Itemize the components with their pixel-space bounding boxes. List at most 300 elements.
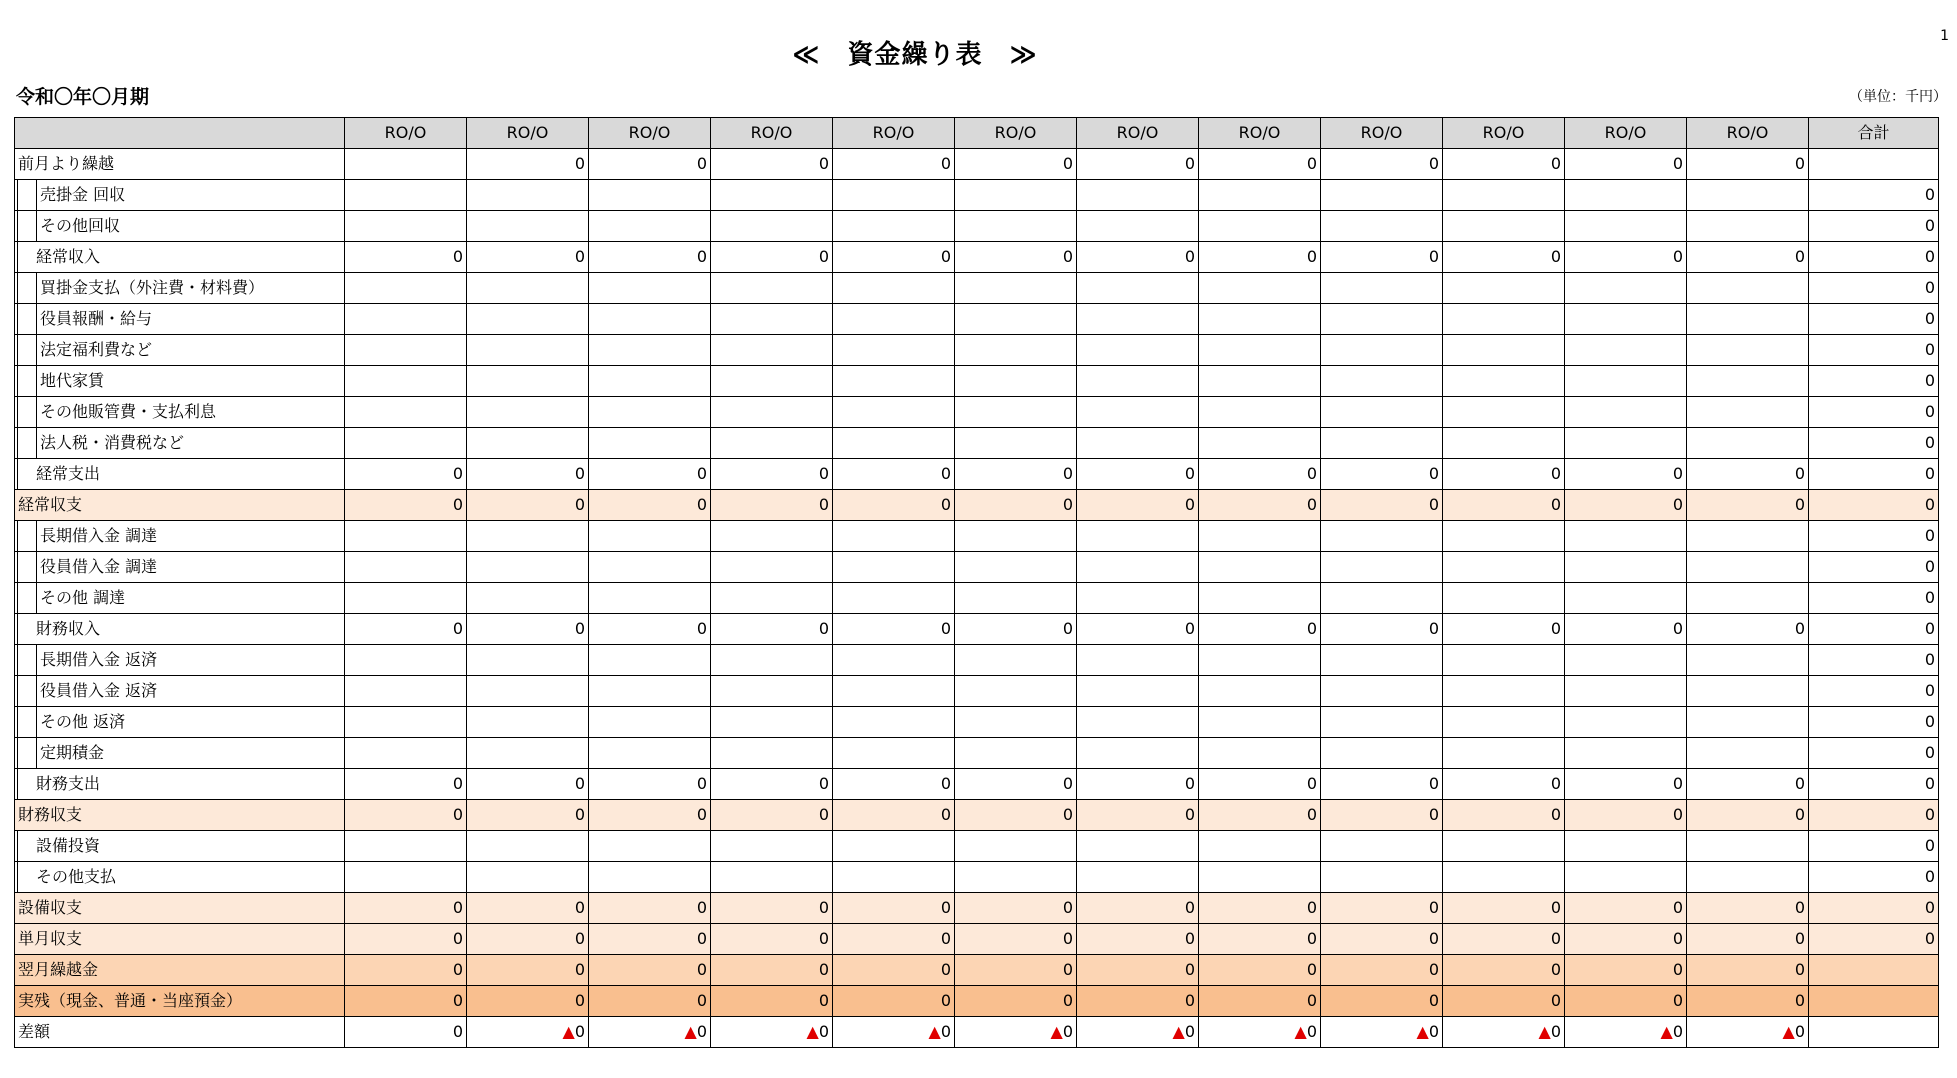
value-cell[interactable]: 0	[1321, 459, 1443, 490]
value-cell[interactable]: 0	[1443, 769, 1565, 800]
value-cell[interactable]	[1321, 521, 1443, 552]
value-cell[interactable]	[589, 335, 711, 366]
value-cell[interactable]	[833, 831, 955, 862]
total-cell[interactable]	[1809, 986, 1939, 1017]
value-cell[interactable]	[711, 273, 833, 304]
value-cell[interactable]	[1077, 521, 1199, 552]
value-cell[interactable]: 0	[1565, 924, 1687, 955]
value-cell[interactable]: ▲0	[1443, 1017, 1565, 1048]
value-cell[interactable]: 0	[1443, 955, 1565, 986]
value-cell[interactable]: 0	[345, 800, 467, 831]
value-cell[interactable]: 0	[345, 1017, 467, 1048]
value-cell[interactable]	[589, 862, 711, 893]
value-cell[interactable]	[833, 428, 955, 459]
value-cell[interactable]: 0	[345, 490, 467, 521]
value-cell[interactable]	[833, 862, 955, 893]
value-cell[interactable]	[711, 211, 833, 242]
value-cell[interactable]	[345, 335, 467, 366]
value-cell[interactable]	[467, 676, 589, 707]
value-cell[interactable]	[711, 366, 833, 397]
value-cell[interactable]: 0	[1077, 893, 1199, 924]
value-cell[interactable]	[711, 831, 833, 862]
value-cell[interactable]: 0	[1687, 490, 1809, 521]
total-cell[interactable]: 0	[1809, 614, 1939, 645]
value-cell[interactable]	[833, 366, 955, 397]
value-cell[interactable]	[1077, 335, 1199, 366]
value-cell[interactable]: 0	[955, 986, 1077, 1017]
value-cell[interactable]: 0	[1687, 800, 1809, 831]
value-cell[interactable]	[345, 862, 467, 893]
value-cell[interactable]	[1321, 304, 1443, 335]
value-cell[interactable]	[1443, 831, 1565, 862]
value-cell[interactable]	[1443, 428, 1565, 459]
value-cell[interactable]	[589, 428, 711, 459]
value-cell[interactable]	[345, 676, 467, 707]
value-cell[interactable]	[1199, 397, 1321, 428]
value-cell[interactable]	[345, 304, 467, 335]
value-cell[interactable]: 0	[833, 614, 955, 645]
value-cell[interactable]	[467, 273, 589, 304]
value-cell[interactable]: 0	[711, 955, 833, 986]
value-cell[interactable]	[1565, 366, 1687, 397]
value-cell[interactable]: 0	[1687, 986, 1809, 1017]
value-cell[interactable]	[711, 335, 833, 366]
value-cell[interactable]	[1443, 862, 1565, 893]
value-cell[interactable]: 0	[1687, 893, 1809, 924]
value-cell[interactable]: 0	[1321, 614, 1443, 645]
value-cell[interactable]	[1321, 552, 1443, 583]
value-cell[interactable]	[1687, 862, 1809, 893]
value-cell[interactable]: 0	[1077, 614, 1199, 645]
value-cell[interactable]	[955, 180, 1077, 211]
value-cell[interactable]	[467, 583, 589, 614]
value-cell[interactable]	[1199, 180, 1321, 211]
value-cell[interactable]	[1077, 738, 1199, 769]
value-cell[interactable]	[1687, 273, 1809, 304]
value-cell[interactable]: 0	[1443, 800, 1565, 831]
value-cell[interactable]: 0	[345, 986, 467, 1017]
value-cell[interactable]	[955, 273, 1077, 304]
value-cell[interactable]	[467, 304, 589, 335]
value-cell[interactable]: 0	[1443, 986, 1565, 1017]
value-cell[interactable]: 0	[955, 614, 1077, 645]
value-cell[interactable]: 0	[467, 769, 589, 800]
value-cell[interactable]	[467, 521, 589, 552]
value-cell[interactable]: 0	[955, 490, 1077, 521]
total-cell[interactable]: 0	[1809, 583, 1939, 614]
total-cell[interactable]: 0	[1809, 428, 1939, 459]
value-cell[interactable]: 0	[711, 614, 833, 645]
value-cell[interactable]	[345, 180, 467, 211]
value-cell[interactable]	[1321, 273, 1443, 304]
value-cell[interactable]	[1321, 366, 1443, 397]
value-cell[interactable]: 0	[1077, 924, 1199, 955]
total-cell[interactable]	[1809, 955, 1939, 986]
value-cell[interactable]	[833, 211, 955, 242]
total-cell[interactable]	[1809, 149, 1939, 180]
value-cell[interactable]	[1077, 552, 1199, 583]
value-cell[interactable]: 0	[1199, 459, 1321, 490]
value-cell[interactable]	[955, 211, 1077, 242]
value-cell[interactable]: 0	[833, 459, 955, 490]
value-cell[interactable]: 0	[1199, 614, 1321, 645]
value-cell[interactable]	[955, 645, 1077, 676]
value-cell[interactable]: 0	[1077, 955, 1199, 986]
value-cell[interactable]: 0	[833, 924, 955, 955]
value-cell[interactable]	[589, 707, 711, 738]
value-cell[interactable]: 0	[1687, 459, 1809, 490]
value-cell[interactable]	[955, 428, 1077, 459]
value-cell[interactable]: ▲0	[1687, 1017, 1809, 1048]
value-cell[interactable]	[1443, 552, 1565, 583]
total-cell[interactable]: 0	[1809, 924, 1939, 955]
value-cell[interactable]: 0	[1077, 490, 1199, 521]
value-cell[interactable]	[345, 273, 467, 304]
value-cell[interactable]	[467, 738, 589, 769]
total-cell[interactable]: 0	[1809, 366, 1939, 397]
value-cell[interactable]: 0	[1443, 893, 1565, 924]
value-cell[interactable]	[589, 273, 711, 304]
value-cell[interactable]	[1687, 211, 1809, 242]
value-cell[interactable]	[345, 831, 467, 862]
value-cell[interactable]: 0	[1321, 955, 1443, 986]
value-cell[interactable]	[345, 583, 467, 614]
value-cell[interactable]	[345, 552, 467, 583]
total-cell[interactable]: 0	[1809, 397, 1939, 428]
value-cell[interactable]	[1077, 273, 1199, 304]
value-cell[interactable]	[1077, 862, 1199, 893]
value-cell[interactable]: 0	[345, 614, 467, 645]
value-cell[interactable]	[1565, 583, 1687, 614]
value-cell[interactable]	[711, 397, 833, 428]
value-cell[interactable]	[467, 335, 589, 366]
value-cell[interactable]	[955, 521, 1077, 552]
value-cell[interactable]: 0	[467, 800, 589, 831]
value-cell[interactable]	[1077, 583, 1199, 614]
value-cell[interactable]: 0	[1443, 242, 1565, 273]
value-cell[interactable]	[1565, 428, 1687, 459]
value-cell[interactable]	[345, 738, 467, 769]
value-cell[interactable]: ▲0	[467, 1017, 589, 1048]
value-cell[interactable]	[1077, 645, 1199, 676]
value-cell[interactable]	[955, 831, 1077, 862]
value-cell[interactable]: 0	[955, 800, 1077, 831]
value-cell[interactable]	[1443, 335, 1565, 366]
total-cell[interactable]: 0	[1809, 893, 1939, 924]
total-cell[interactable]	[1809, 1017, 1939, 1048]
value-cell[interactable]	[345, 366, 467, 397]
value-cell[interactable]	[1443, 211, 1565, 242]
value-cell[interactable]	[1077, 366, 1199, 397]
value-cell[interactable]: 0	[589, 614, 711, 645]
value-cell[interactable]	[345, 149, 467, 180]
value-cell[interactable]	[833, 676, 955, 707]
value-cell[interactable]	[1565, 304, 1687, 335]
total-cell[interactable]: 0	[1809, 273, 1939, 304]
value-cell[interactable]: 0	[589, 800, 711, 831]
total-cell[interactable]: 0	[1809, 862, 1939, 893]
value-cell[interactable]: 0	[1687, 924, 1809, 955]
value-cell[interactable]	[589, 645, 711, 676]
value-cell[interactable]: 0	[955, 893, 1077, 924]
value-cell[interactable]: 0	[345, 242, 467, 273]
value-cell[interactable]: 0	[1565, 955, 1687, 986]
value-cell[interactable]	[467, 645, 589, 676]
value-cell[interactable]	[711, 738, 833, 769]
value-cell[interactable]	[1321, 211, 1443, 242]
value-cell[interactable]: 0	[1199, 986, 1321, 1017]
value-cell[interactable]: 0	[1321, 986, 1443, 1017]
value-cell[interactable]: 0	[1687, 242, 1809, 273]
value-cell[interactable]	[833, 738, 955, 769]
value-cell[interactable]	[467, 397, 589, 428]
value-cell[interactable]: 0	[1443, 924, 1565, 955]
value-cell[interactable]	[1321, 645, 1443, 676]
value-cell[interactable]	[345, 397, 467, 428]
value-cell[interactable]: 0	[955, 149, 1077, 180]
value-cell[interactable]	[711, 645, 833, 676]
value-cell[interactable]	[1565, 645, 1687, 676]
value-cell[interactable]	[1443, 304, 1565, 335]
total-cell[interactable]: 0	[1809, 335, 1939, 366]
value-cell[interactable]	[955, 707, 1077, 738]
value-cell[interactable]: 0	[1199, 924, 1321, 955]
value-cell[interactable]: 0	[1565, 769, 1687, 800]
value-cell[interactable]: 0	[589, 242, 711, 273]
value-cell[interactable]: ▲0	[833, 1017, 955, 1048]
value-cell[interactable]	[1565, 521, 1687, 552]
value-cell[interactable]	[1443, 521, 1565, 552]
value-cell[interactable]: 0	[711, 149, 833, 180]
value-cell[interactable]	[833, 335, 955, 366]
value-cell[interactable]	[589, 397, 711, 428]
value-cell[interactable]	[1443, 676, 1565, 707]
value-cell[interactable]: 0	[833, 149, 955, 180]
value-cell[interactable]: 0	[1565, 614, 1687, 645]
value-cell[interactable]	[1321, 428, 1443, 459]
value-cell[interactable]	[711, 707, 833, 738]
value-cell[interactable]	[467, 552, 589, 583]
value-cell[interactable]	[1687, 738, 1809, 769]
value-cell[interactable]	[1687, 304, 1809, 335]
value-cell[interactable]: 0	[345, 459, 467, 490]
value-cell[interactable]	[1565, 335, 1687, 366]
value-cell[interactable]: 0	[833, 800, 955, 831]
value-cell[interactable]	[833, 273, 955, 304]
value-cell[interactable]: 0	[1565, 490, 1687, 521]
total-cell[interactable]: 0	[1809, 180, 1939, 211]
value-cell[interactable]: 0	[1443, 459, 1565, 490]
value-cell[interactable]: ▲0	[1321, 1017, 1443, 1048]
value-cell[interactable]: 0	[1565, 893, 1687, 924]
value-cell[interactable]	[467, 428, 589, 459]
value-cell[interactable]	[467, 831, 589, 862]
value-cell[interactable]	[345, 428, 467, 459]
value-cell[interactable]	[1321, 862, 1443, 893]
value-cell[interactable]	[955, 583, 1077, 614]
value-cell[interactable]: 0	[1199, 769, 1321, 800]
value-cell[interactable]: 0	[1687, 149, 1809, 180]
value-cell[interactable]: 0	[955, 955, 1077, 986]
value-cell[interactable]	[1199, 335, 1321, 366]
value-cell[interactable]: 0	[1077, 459, 1199, 490]
value-cell[interactable]	[1199, 521, 1321, 552]
value-cell[interactable]	[955, 676, 1077, 707]
value-cell[interactable]	[1687, 645, 1809, 676]
value-cell[interactable]: 0	[467, 149, 589, 180]
value-cell[interactable]	[1077, 180, 1199, 211]
value-cell[interactable]: 0	[1199, 490, 1321, 521]
value-cell[interactable]	[467, 180, 589, 211]
value-cell[interactable]	[1687, 397, 1809, 428]
value-cell[interactable]: 0	[1443, 490, 1565, 521]
value-cell[interactable]	[1199, 583, 1321, 614]
total-cell[interactable]: 0	[1809, 552, 1939, 583]
total-cell[interactable]: 0	[1809, 459, 1939, 490]
value-cell[interactable]	[1199, 862, 1321, 893]
value-cell[interactable]: 0	[711, 986, 833, 1017]
value-cell[interactable]	[589, 831, 711, 862]
value-cell[interactable]	[589, 552, 711, 583]
value-cell[interactable]	[1443, 583, 1565, 614]
value-cell[interactable]: 0	[1199, 242, 1321, 273]
value-cell[interactable]: 0	[711, 769, 833, 800]
value-cell[interactable]: 0	[345, 769, 467, 800]
value-cell[interactable]: ▲0	[1199, 1017, 1321, 1048]
value-cell[interactable]	[711, 304, 833, 335]
value-cell[interactable]	[1687, 428, 1809, 459]
value-cell[interactable]	[1687, 180, 1809, 211]
value-cell[interactable]	[589, 304, 711, 335]
value-cell[interactable]	[711, 862, 833, 893]
value-cell[interactable]: 0	[1077, 149, 1199, 180]
value-cell[interactable]	[1687, 552, 1809, 583]
value-cell[interactable]	[1565, 676, 1687, 707]
value-cell[interactable]	[1565, 862, 1687, 893]
value-cell[interactable]	[833, 521, 955, 552]
value-cell[interactable]: 0	[1687, 955, 1809, 986]
value-cell[interactable]	[1443, 366, 1565, 397]
value-cell[interactable]: 0	[467, 459, 589, 490]
value-cell[interactable]: 0	[1077, 986, 1199, 1017]
value-cell[interactable]	[1077, 676, 1199, 707]
value-cell[interactable]: 0	[1443, 149, 1565, 180]
value-cell[interactable]	[1687, 707, 1809, 738]
value-cell[interactable]	[1321, 335, 1443, 366]
value-cell[interactable]	[711, 180, 833, 211]
value-cell[interactable]	[1443, 738, 1565, 769]
total-cell[interactable]: 0	[1809, 645, 1939, 676]
value-cell[interactable]: 0	[1565, 149, 1687, 180]
value-cell[interactable]: 0	[833, 986, 955, 1017]
value-cell[interactable]: 0	[1199, 800, 1321, 831]
value-cell[interactable]	[1687, 335, 1809, 366]
value-cell[interactable]	[833, 180, 955, 211]
value-cell[interactable]	[589, 366, 711, 397]
value-cell[interactable]	[1199, 645, 1321, 676]
value-cell[interactable]	[1199, 428, 1321, 459]
value-cell[interactable]	[1199, 304, 1321, 335]
value-cell[interactable]: ▲0	[955, 1017, 1077, 1048]
value-cell[interactable]: 0	[589, 986, 711, 1017]
value-cell[interactable]	[1077, 397, 1199, 428]
value-cell[interactable]	[1321, 397, 1443, 428]
total-cell[interactable]: 0	[1809, 738, 1939, 769]
value-cell[interactable]	[711, 552, 833, 583]
value-cell[interactable]	[1199, 273, 1321, 304]
value-cell[interactable]	[345, 707, 467, 738]
value-cell[interactable]: ▲0	[589, 1017, 711, 1048]
value-cell[interactable]: ▲0	[711, 1017, 833, 1048]
value-cell[interactable]	[1565, 738, 1687, 769]
value-cell[interactable]	[1199, 552, 1321, 583]
value-cell[interactable]: 0	[1199, 149, 1321, 180]
value-cell[interactable]	[711, 428, 833, 459]
value-cell[interactable]	[1321, 738, 1443, 769]
value-cell[interactable]: 0	[589, 149, 711, 180]
value-cell[interactable]	[1687, 583, 1809, 614]
value-cell[interactable]: 0	[467, 490, 589, 521]
value-cell[interactable]: 0	[467, 955, 589, 986]
value-cell[interactable]	[955, 397, 1077, 428]
value-cell[interactable]: 0	[589, 459, 711, 490]
value-cell[interactable]	[589, 676, 711, 707]
value-cell[interactable]: 0	[1321, 924, 1443, 955]
value-cell[interactable]: 0	[1687, 769, 1809, 800]
total-cell[interactable]: 0	[1809, 800, 1939, 831]
value-cell[interactable]: 0	[467, 893, 589, 924]
total-cell[interactable]: 0	[1809, 707, 1939, 738]
value-cell[interactable]: 0	[1443, 614, 1565, 645]
value-cell[interactable]	[1443, 273, 1565, 304]
value-cell[interactable]	[1199, 211, 1321, 242]
value-cell[interactable]	[955, 738, 1077, 769]
value-cell[interactable]	[1565, 707, 1687, 738]
total-cell[interactable]: 0	[1809, 831, 1939, 862]
value-cell[interactable]	[955, 862, 1077, 893]
value-cell[interactable]: 0	[833, 955, 955, 986]
value-cell[interactable]	[589, 211, 711, 242]
value-cell[interactable]	[589, 738, 711, 769]
value-cell[interactable]: 0	[1199, 893, 1321, 924]
value-cell[interactable]: 0	[467, 986, 589, 1017]
value-cell[interactable]	[833, 397, 955, 428]
value-cell[interactable]: 0	[833, 490, 955, 521]
value-cell[interactable]	[1687, 366, 1809, 397]
value-cell[interactable]	[345, 211, 467, 242]
value-cell[interactable]: 0	[467, 614, 589, 645]
value-cell[interactable]	[1443, 645, 1565, 676]
value-cell[interactable]: 0	[589, 924, 711, 955]
value-cell[interactable]: ▲0	[1077, 1017, 1199, 1048]
value-cell[interactable]	[1565, 831, 1687, 862]
value-cell[interactable]: 0	[1077, 769, 1199, 800]
total-cell[interactable]: 0	[1809, 676, 1939, 707]
total-cell[interactable]: 0	[1809, 521, 1939, 552]
value-cell[interactable]	[955, 304, 1077, 335]
value-cell[interactable]: 0	[1199, 955, 1321, 986]
value-cell[interactable]	[1443, 707, 1565, 738]
value-cell[interactable]: 0	[345, 924, 467, 955]
value-cell[interactable]: 0	[1565, 800, 1687, 831]
value-cell[interactable]	[833, 707, 955, 738]
value-cell[interactable]: 0	[1321, 769, 1443, 800]
value-cell[interactable]	[711, 521, 833, 552]
value-cell[interactable]: 0	[589, 769, 711, 800]
value-cell[interactable]: 0	[711, 800, 833, 831]
total-cell[interactable]: 0	[1809, 304, 1939, 335]
value-cell[interactable]	[1199, 366, 1321, 397]
